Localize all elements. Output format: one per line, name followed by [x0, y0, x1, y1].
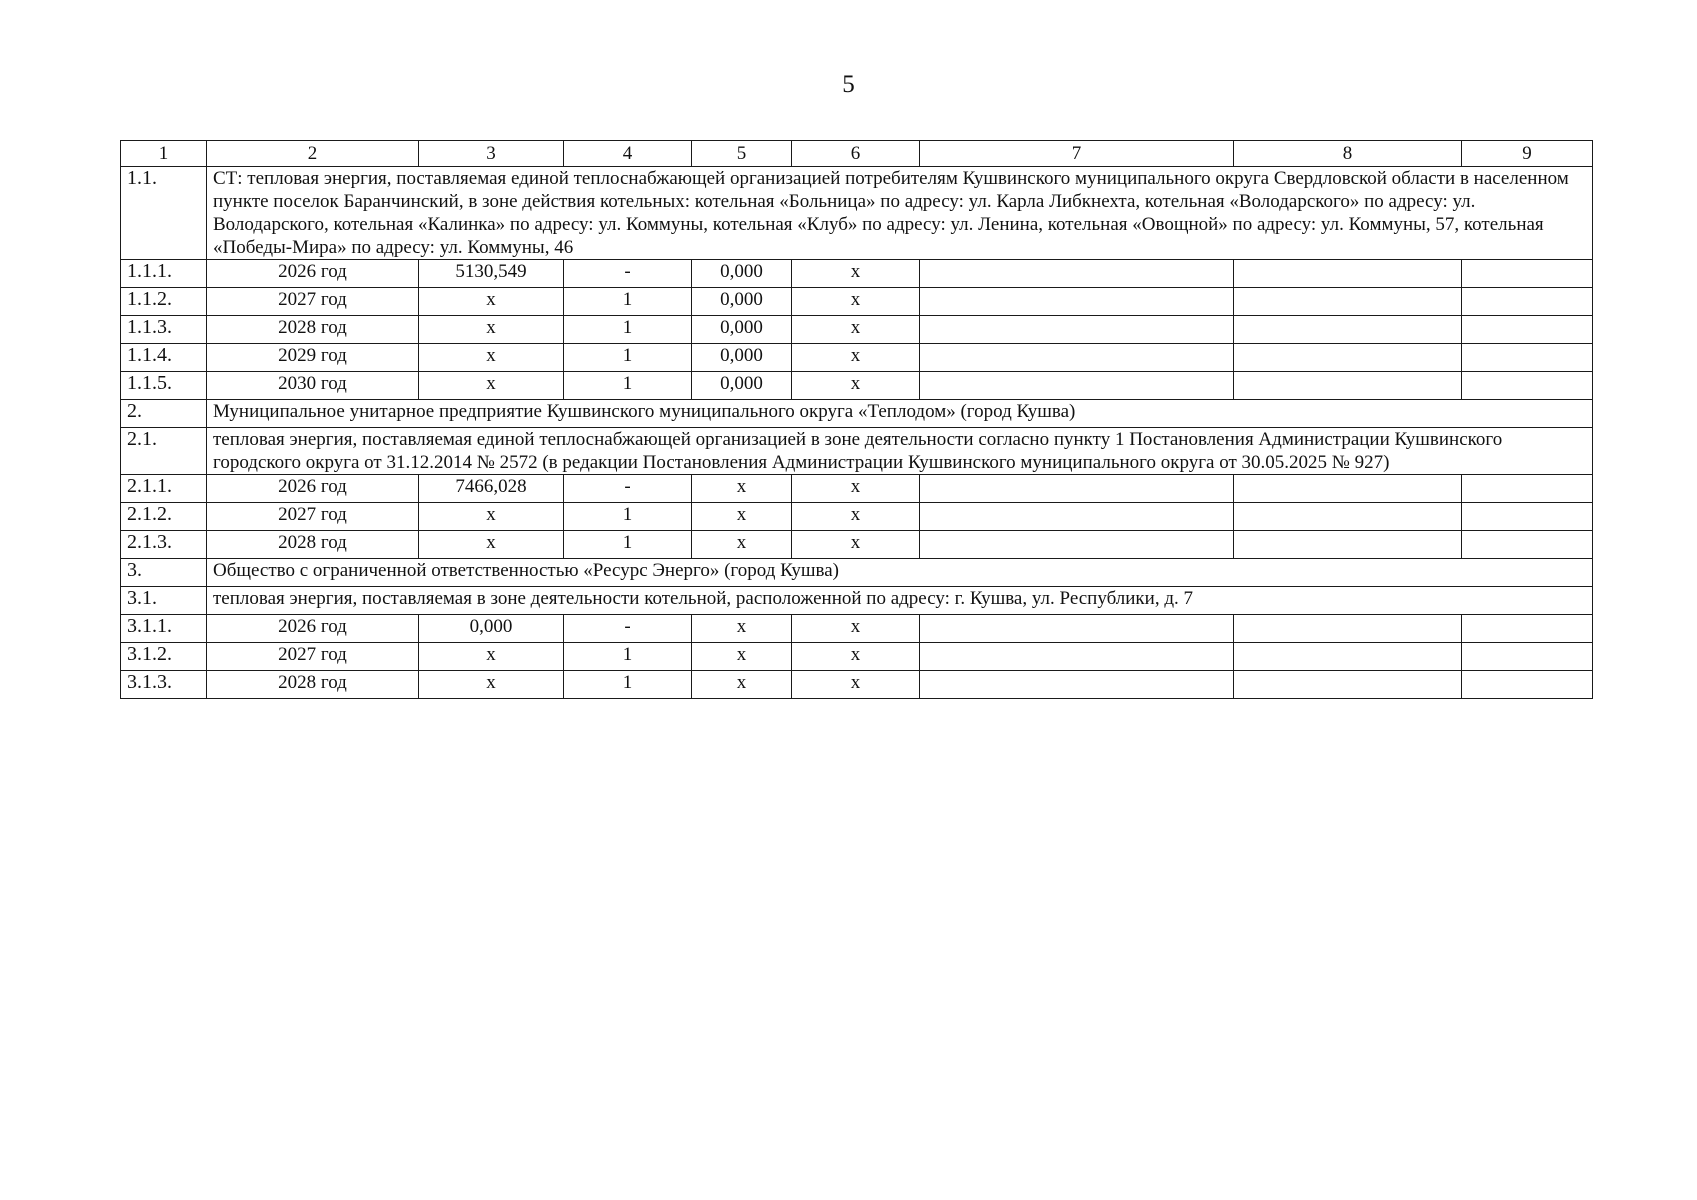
value-cell-9: [1462, 531, 1593, 559]
value-cell-6: x: [792, 260, 920, 288]
row-number: 1.1.4.: [121, 344, 207, 372]
value-cell-3: x: [419, 531, 564, 559]
value-cell-9: [1462, 643, 1593, 671]
value-cell-9: [1462, 615, 1593, 643]
value-cell-7: [920, 344, 1234, 372]
row-number: 2.1.2.: [121, 503, 207, 531]
table-row: [121, 344, 1593, 372]
value-cell-6: x: [792, 643, 920, 671]
section-row: [121, 559, 1593, 587]
value-cell-5: x: [692, 643, 792, 671]
row-number: 2.1.: [121, 428, 207, 475]
value-cell-3: x: [419, 288, 564, 316]
value-cell-4: -: [564, 615, 692, 643]
year-cell: 2029 год: [207, 344, 419, 372]
value-cell-7: [920, 671, 1234, 699]
year-cell: 2030 год: [207, 372, 419, 400]
value-cell-7: [920, 288, 1234, 316]
value-cell-5: 0,000: [692, 344, 792, 372]
value-cell-3: x: [419, 643, 564, 671]
value-cell-8: [1234, 531, 1462, 559]
value-cell-5: x: [692, 615, 792, 643]
table-row: [121, 671, 1593, 699]
value-cell-8: [1234, 372, 1462, 400]
value-cell-3: x: [419, 671, 564, 699]
value-cell-4: 1: [564, 643, 692, 671]
table-row: [121, 643, 1593, 671]
value-cell-9: [1462, 372, 1593, 400]
row-number: 1.1.1.: [121, 260, 207, 288]
value-cell-6: x: [792, 531, 920, 559]
year-cell: 2028 год: [207, 531, 419, 559]
year-cell: 2027 год: [207, 288, 419, 316]
column-number: 7: [920, 141, 1234, 167]
value-cell-7: [920, 503, 1234, 531]
column-number: 1: [121, 141, 207, 167]
value-cell-9: [1462, 671, 1593, 699]
value-cell-7: [920, 372, 1234, 400]
value-cell-8: [1234, 643, 1462, 671]
value-cell-6: x: [792, 475, 920, 503]
value-cell-7: [920, 643, 1234, 671]
year-cell: 2026 год: [207, 475, 419, 503]
value-cell-8: [1234, 615, 1462, 643]
column-number: 6: [792, 141, 920, 167]
value-cell-5: x: [692, 671, 792, 699]
column-number: 9: [1462, 141, 1593, 167]
value-cell-9: [1462, 260, 1593, 288]
table-row: [121, 531, 1593, 559]
value-cell-5: 0,000: [692, 372, 792, 400]
value-cell-3: x: [419, 372, 564, 400]
value-cell-3: x: [419, 344, 564, 372]
value-cell-6: x: [792, 615, 920, 643]
value-cell-6: x: [792, 344, 920, 372]
value-cell-6: x: [792, 671, 920, 699]
row-number: 3.1.: [121, 587, 207, 615]
value-cell-7: [920, 615, 1234, 643]
tariff-table: [120, 140, 1593, 699]
row-number: 3.1.2.: [121, 643, 207, 671]
value-cell-8: [1234, 316, 1462, 344]
section-description: тепловая энергия, поставляемая единой теплоснабжающей организацией в зоне деятельности согласно пункту 1 Постановления Администрации Кушвинского городского округа от 31.12.2014 № 2572 (в редакции Постановления Администрации Кушвинского муниципального округа от 30.05.2025 № 927): [207, 428, 1593, 475]
row-number: 2.: [121, 400, 207, 428]
year-cell: 2028 год: [207, 671, 419, 699]
value-cell-8: [1234, 475, 1462, 503]
column-number: 2: [207, 141, 419, 167]
table-row: [121, 372, 1593, 400]
section-row: [121, 587, 1593, 615]
value-cell-9: [1462, 475, 1593, 503]
table-row: [121, 316, 1593, 344]
page-number: 5: [842, 71, 855, 98]
table-row: [121, 260, 1593, 288]
value-cell-4: 1: [564, 503, 692, 531]
value-cell-4: 1: [564, 372, 692, 400]
value-cell-7: [920, 475, 1234, 503]
table-row: [121, 288, 1593, 316]
value-cell-9: [1462, 288, 1593, 316]
row-number: 3.1.1.: [121, 615, 207, 643]
value-cell-5: x: [692, 475, 792, 503]
section-description: СТ: тепловая энергия, поставляемая единой теплоснабжающей организацией потребителям Кушвинского муниципального округа Свердловской области в населенном пункте поселок Баранчинский, в зоне действия котельных: котельная «Больница» по адресу: ул. Карла Либкнехта, котельная «Володарского» по адресу: ул. Володарского, котельная «Калинка» по адресу: ул. Коммуны, котельная «Клуб» по адресу: ул. Ленина, котельная «Овощной» по адресу: ул. Коммуны, 57, котельная «Победы-Мира» по адресу: ул. Коммуны, 46: [207, 167, 1593, 260]
value-cell-7: [920, 260, 1234, 288]
value-cell-4: -: [564, 475, 692, 503]
value-cell-8: [1234, 344, 1462, 372]
value-cell-7: [920, 531, 1234, 559]
value-cell-3: x: [419, 316, 564, 344]
value-cell-5: 0,000: [692, 288, 792, 316]
value-cell-3: x: [419, 503, 564, 531]
table-row: [121, 615, 1593, 643]
value-cell-5: 0,000: [692, 316, 792, 344]
value-cell-4: -: [564, 260, 692, 288]
value-cell-4: 1: [564, 316, 692, 344]
value-cell-8: [1234, 260, 1462, 288]
column-number: 4: [564, 141, 692, 167]
value-cell-6: x: [792, 316, 920, 344]
value-cell-9: [1462, 503, 1593, 531]
column-number: 8: [1234, 141, 1462, 167]
value-cell-8: [1234, 288, 1462, 316]
value-cell-6: x: [792, 503, 920, 531]
value-cell-5: x: [692, 531, 792, 559]
value-cell-4: 1: [564, 671, 692, 699]
section-row: [121, 428, 1593, 475]
value-cell-4: 1: [564, 344, 692, 372]
section-row: [121, 400, 1593, 428]
value-cell-6: x: [792, 372, 920, 400]
row-number: 1.1.5.: [121, 372, 207, 400]
table-header: [121, 141, 1593, 167]
value-cell-8: [1234, 503, 1462, 531]
row-number: 2.1.1.: [121, 475, 207, 503]
row-number: 2.1.3.: [121, 531, 207, 559]
table-row: [121, 475, 1593, 503]
value-cell-3: 7466,028: [419, 475, 564, 503]
section-description: Общество с ограниченной ответственностью «Ресурс Энерго» (город Кушва): [207, 559, 1593, 587]
table-body: [121, 167, 1593, 699]
value-cell-4: 1: [564, 288, 692, 316]
column-number: 3: [419, 141, 564, 167]
value-cell-3: 5130,549: [419, 260, 564, 288]
value-cell-5: 0,000: [692, 260, 792, 288]
column-number-row: [121, 141, 1593, 167]
value-cell-5: x: [692, 503, 792, 531]
year-cell: 2027 год: [207, 503, 419, 531]
row-number: 1.1.2.: [121, 288, 207, 316]
year-cell: 2028 год: [207, 316, 419, 344]
value-cell-8: [1234, 671, 1462, 699]
section-row: [121, 167, 1593, 260]
row-number: 1.1.3.: [121, 316, 207, 344]
row-number: 3.: [121, 559, 207, 587]
column-number: 5: [692, 141, 792, 167]
section-description: Муниципальное унитарное предприятие Кушвинского муниципального округа «Теплодом» (город Кушва): [207, 400, 1593, 428]
value-cell-7: [920, 316, 1234, 344]
year-cell: 2026 год: [207, 260, 419, 288]
value-cell-3: 0,000: [419, 615, 564, 643]
year-cell: 2026 год: [207, 615, 419, 643]
table-row: [121, 503, 1593, 531]
row-number: 3.1.3.: [121, 671, 207, 699]
value-cell-9: [1462, 344, 1593, 372]
value-cell-6: x: [792, 288, 920, 316]
year-cell: 2027 год: [207, 643, 419, 671]
value-cell-9: [1462, 316, 1593, 344]
value-cell-4: 1: [564, 531, 692, 559]
section-description: тепловая энергия, поставляемая в зоне деятельности котельной, расположенной по адресу: г. Кушва, ул. Республики, д. 7: [207, 587, 1593, 615]
row-number: 1.1.: [121, 167, 207, 260]
